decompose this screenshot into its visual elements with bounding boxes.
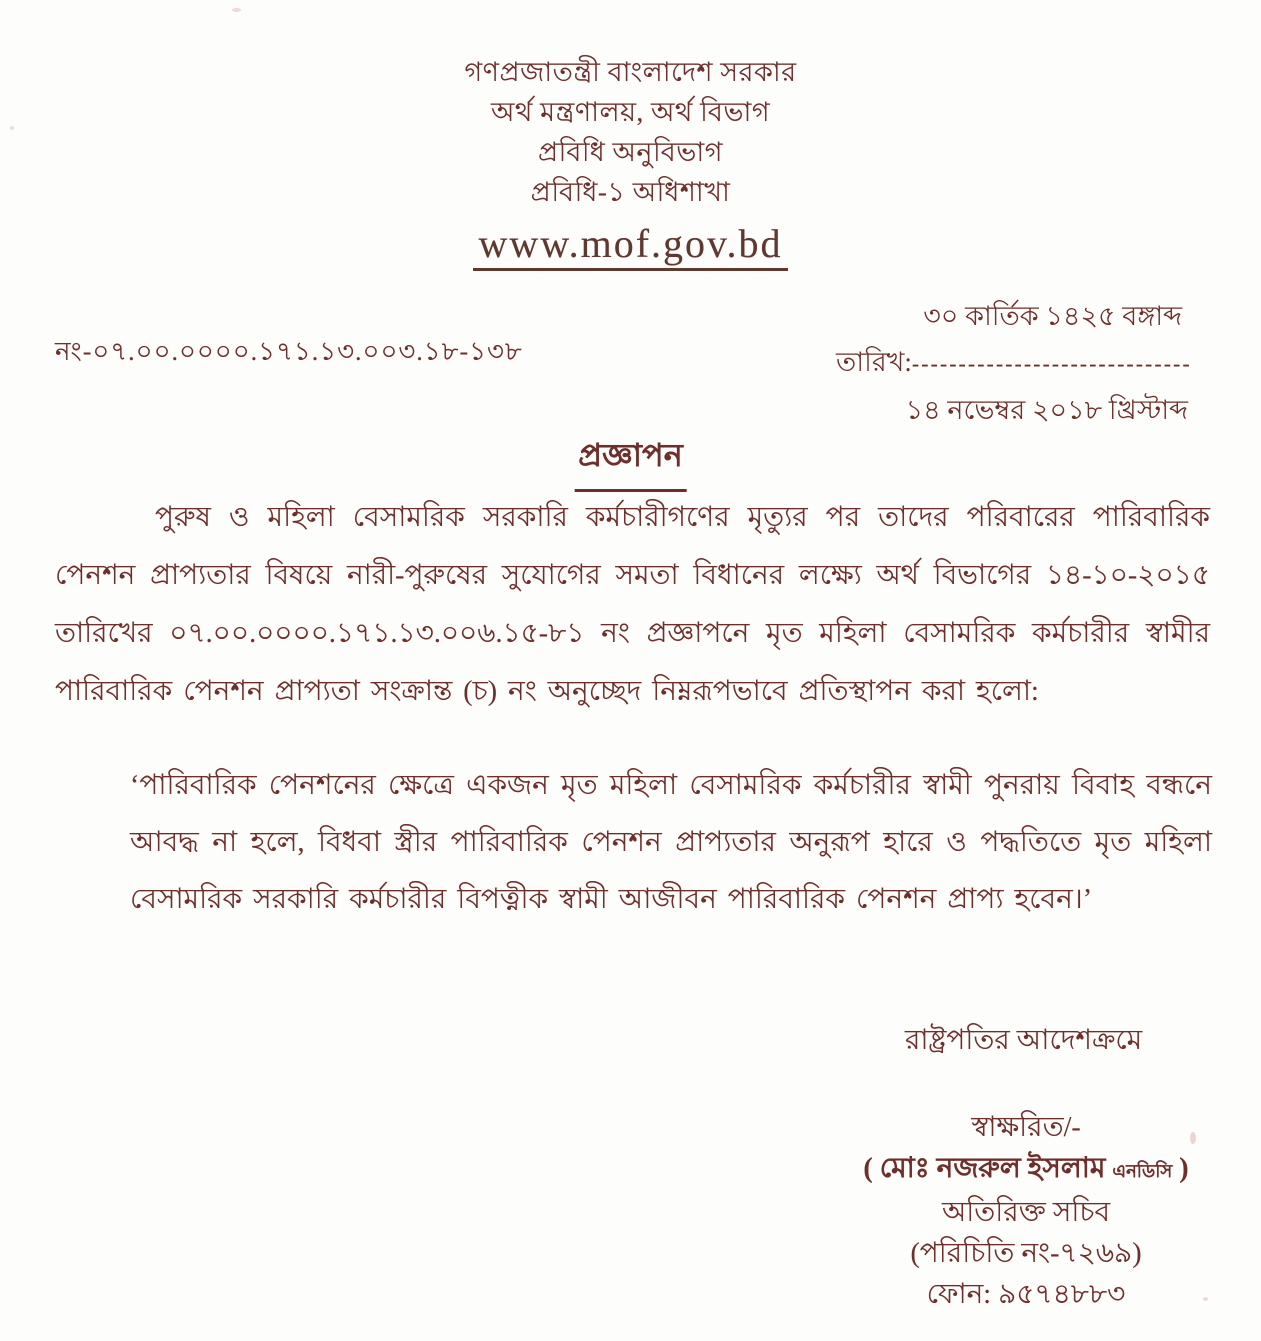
signatory-identity-number: (পরিচিতি নং-৭২৬৯) [910,1238,1142,1269]
memo-number: নং-০৭.০০.০০০০.১৭১.১৩.০০৩.১৮-১৩৮ [55,337,523,366]
website-url: www.mof.gov.bd [473,220,789,271]
date-label: তারিখ: [836,347,912,377]
signatory-ndc-suffix: এনডিসি [1112,1161,1173,1181]
signatory-name [818,1148,1234,1192]
signed-label: স্বাক্ষরিত/- [971,1112,1081,1143]
letterhead [311,52,951,271]
signature-block [818,1107,1234,1315]
date-block [836,293,1192,433]
presidential-order-line: রাষ্ট্রপতির আদেশক্রমে [905,1025,1143,1056]
wing-name: প্রবিধি অনুবিভাগ [538,137,723,167]
scan-artifact [10,126,14,130]
government-name: গণপ্রজাতন্ত্রী বাংলাদেশ সরকার [464,57,797,87]
signatory-designation: অতিরিক্ত সচিব [941,1197,1111,1228]
substituted-clause-quote: ‘পারিবারিক পেনশনের ক্ষেত্রে একজন মৃত মহিলা বেসামরিক কর্মচারীর স্বামী পুনরায় বিবাহ বন্ধনে আবদ্ধ না হলে, বিধবা স্ত্রীর পারিবারিক পেনশন প্রাপ্যতার অনুরূপ হারে ও পদ্ধতিতে মৃত মহিলা বেসামরিক সরকারি কর্মচারীর বিপত্নীক স্বামী আজীবন পারিবারিক পেনশন প্রাপ্য হবেন।’ [130,770,1212,915]
document-title: প্রজ্ঞাপন [574,430,687,492]
ministry-name: অর্থ মন্ত্রণালয়, অর্থ বিভাগ [490,97,771,127]
scan-artifact [232,8,241,12]
date-line [836,339,1192,387]
signatory-name-text: ( মোঃ নজরুল ইসলাম [863,1153,1106,1184]
date-gregorian: ১৪ নভেম্বর ২০১৮ খ্রিস্টাব্দ [905,395,1188,425]
signatory-name-close: ) [1179,1153,1189,1184]
signatory-phone: ফোন: ৯৫৭৪৮৮৩ [926,1279,1126,1310]
date-bangla: ৩০ কার্তিক ১৪২৫ বঙ্গাব্দ [923,301,1182,331]
branch-name: প্রবিধি-১ অধিশাখা [530,177,731,207]
body-paragraph: পুরুষ ও মহিলা বেসামরিক সরকারি কর্মচারীগণের মৃত্যুর পর তাদের পরিবারের পারিবারিক পেনশন প্রাপ্যতার বিষয়ে নারী-পুরুষের সুযোগের সমতা বিধানের লক্ষ্যে অর্থ বিভাগের ১৪-১০-২০১৫ তারিখের ০৭.০০.০০০০.১৭১.১৩.০০৬.১৫-৮১ নং প্রজ্ঞাপনে মৃত মহিলা বেসামরিক কর্মচারীর স্বামীর পারিবারিক পেনশন প্রাপ্যতা সংক্রান্ত (চ) নং অনুচ্ছেদ নিম্নরূপভাবে প্রতিস্থাপন করা হলো: [55,502,1210,707]
date-dashes: ------------------------------ [911,351,1192,376]
